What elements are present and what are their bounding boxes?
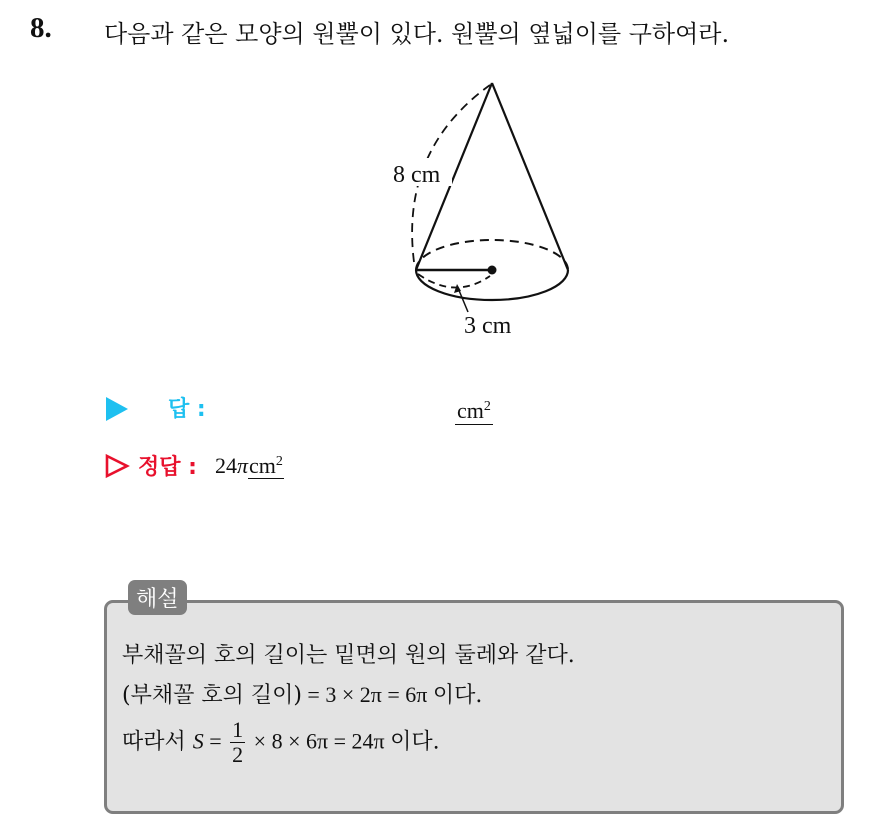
explanation-line-2-left: (부채꼴 호의 길이) — [122, 683, 302, 708]
fraction-numerator: 1 — [232, 717, 244, 742]
solution-unit-wrap: $cm^2$ — [249, 452, 283, 478]
question-text: 다음과 같은 모양의 원뿔이 있다. 원뿔의 옆넓이를 구하여라. — [104, 20, 730, 48]
explanation-line-3-right: 이다. — [390, 729, 440, 755]
answer-unit: cm — [457, 398, 484, 423]
explanation-line-2-math: = 3 × 2π = 6π — [301, 682, 433, 707]
cone-right-edge — [492, 83, 568, 270]
solution-pi: π — [236, 452, 248, 478]
explanation-line-3-math: × 8 × 6π = 24π — [248, 728, 391, 754]
explanation-line-3 — [122, 718, 440, 767]
cone-figure — [380, 70, 600, 345]
play-triangle-icon — [106, 397, 128, 421]
radius-leader-line — [458, 288, 468, 312]
explanation-tag: 해설 — [128, 580, 187, 615]
answer-label: 답 : — [168, 397, 206, 422]
question-number: 8. — [30, 12, 52, 44]
solution-number: 24 — [214, 452, 237, 478]
explanation-line-3-var: S — [192, 728, 204, 754]
fraction-denominator: 2 — [232, 742, 244, 767]
half-fraction — [230, 718, 245, 767]
explanation-line-1: 부채꼴의 호의 길이는 밑면의 원의 둘레와 같다. — [122, 643, 575, 668]
explanation-line-2-right: 이다. — [432, 683, 483, 708]
answer-unit-exponent: 2 — [483, 399, 491, 414]
explanation-line-3-left: 따라서 — [122, 729, 193, 755]
radius-label: 3 cm — [464, 313, 512, 339]
outline-triangle-icon — [104, 453, 130, 479]
explanation-line-2 — [122, 678, 482, 709]
answer-row — [106, 392, 206, 423]
explanation-line-3-eq: = — [203, 728, 228, 754]
solution-label: 정답 : — [138, 455, 197, 480]
solution-value — [215, 453, 284, 479]
solution-row — [104, 450, 284, 481]
center-point — [488, 266, 497, 275]
solution-unit: cm — [249, 452, 276, 478]
slant-label: 8 cm — [393, 162, 441, 188]
answer-blank[interactable] — [455, 394, 493, 425]
